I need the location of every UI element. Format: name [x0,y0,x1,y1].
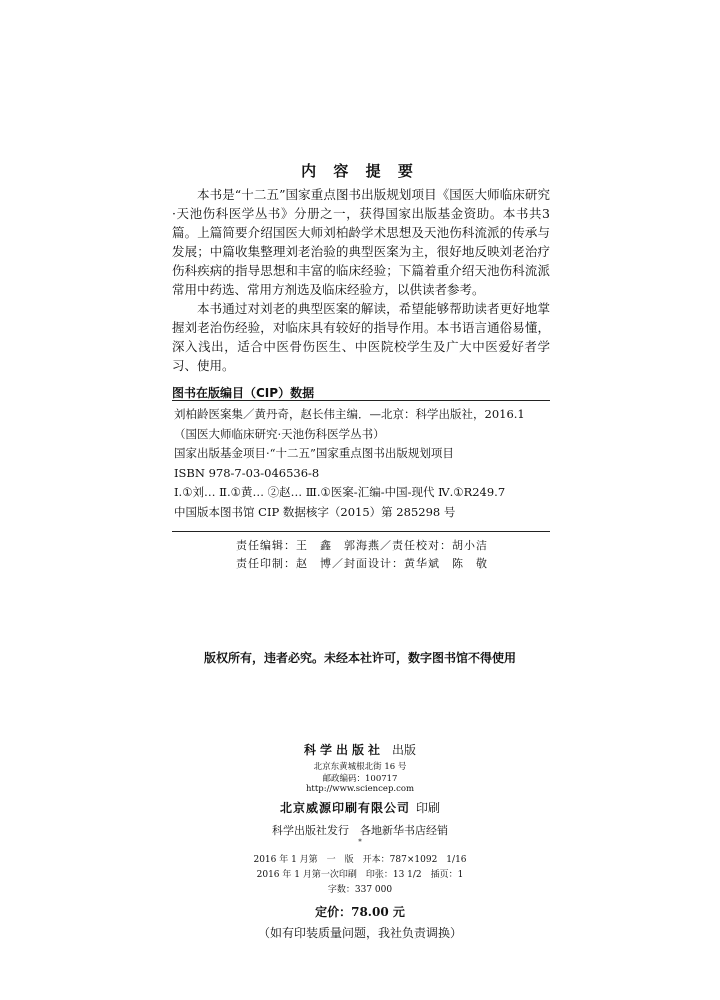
summary-paragraph: 本书通过对刘老的典型医案的解读，希望能够帮助读者更好地掌握刘老治伤经验，对临床具有较好的指导作用。本书语言通俗易懂，深入浅出，适合中医骨伤医生、中医院校学生及广大中医爱好者学习、使用。 [172,301,550,373]
price: 定价：78.00 元 [315,905,405,919]
cip-line: ISBN 978-7-03-046536-8 [174,465,320,480]
cip-line: Ⅰ.①刘… Ⅱ.①黄… ②赵… Ⅲ.①医案-汇编-中国-现代 Ⅳ.①R249.7 [174,485,506,499]
edition-line: 字数：337 000 [327,885,393,895]
separator-mark: * [358,838,362,846]
publisher-name: 科学出版社 [303,743,384,757]
credits-line: 责任印制：赵 博／封面设计：黄华斌 陈 敬 [236,557,488,570]
summary-paragraph: 本书是“十二五”国家重点图书出版规划项目《国医大师临床研究·天池伤科医学丛书》分册之一，获得国家出版基金资助。本书共3篇。上篇简要介绍国医大师刘柏龄学术思想及天池伤科流派的传承与发展；中篇收集整理刘老治验的典型医案为主，很好地反映刘老治疗伤科疾病的指导思想和丰富的临床经验；下篇着重介绍天池伤科流派常用中药选、常用方剂选及临床经验方，以供读者参考。 [172,187,550,297]
edition-line: 2016 年 1 月第 一 版 开本：787×1092 1/16 [253,855,467,865]
cip-line: 国家出版基金项目·“十二五”国家重点图书出版规划项目 [174,446,454,460]
summary-title: 内 容 提 要 [301,162,419,180]
cip-heading: 图书在版编目（CIP）数据 [172,386,315,400]
publisher-line [0,741,720,758]
credits [236,537,488,573]
quality-note: （如有印装质量问题，我社负责调换） [257,926,462,940]
cip-line: （国医大师临床研究·天池伤科医学丛书） [174,426,385,441]
publisher-address: 北京东黄城根北街 16 号 [313,762,407,772]
cip-block [174,405,552,522]
cip-top-rule [172,400,550,401]
cip-bottom-rule [172,531,550,532]
cip-line: 中国版本图书馆 CIP 数据核字（2015）第 285298 号 [174,504,456,519]
copyright-notice: 版权所有，违者必究。未经本社许可，数字图书馆不得使用 [203,651,516,665]
publisher-url: http://www.sciencep.com [305,784,415,794]
edition-info [0,853,720,898]
cip-line: 刘柏龄医案集／黄丹奇，赵长伟主编．—北京：科学出版社，2016.1 [174,407,525,421]
summary-body [172,185,550,375]
printer-line [0,799,720,816]
publisher-action: 出版 [392,743,417,757]
edition-line: 2016 年 1 月第一次印刷 印张：13 1/2 插页：1 [256,870,464,880]
printer-action: 印刷 [416,801,441,815]
distribution-line: 科学出版社发行 各地新华书店经销 [272,824,448,837]
credits-line: 责任编辑：王 鑫 郭海燕／责任校对：胡小洁 [236,539,488,552]
publisher-postcode: 邮政编码：100717 [322,774,398,784]
printer-name: 北京威源印刷有限公司 [279,801,410,815]
